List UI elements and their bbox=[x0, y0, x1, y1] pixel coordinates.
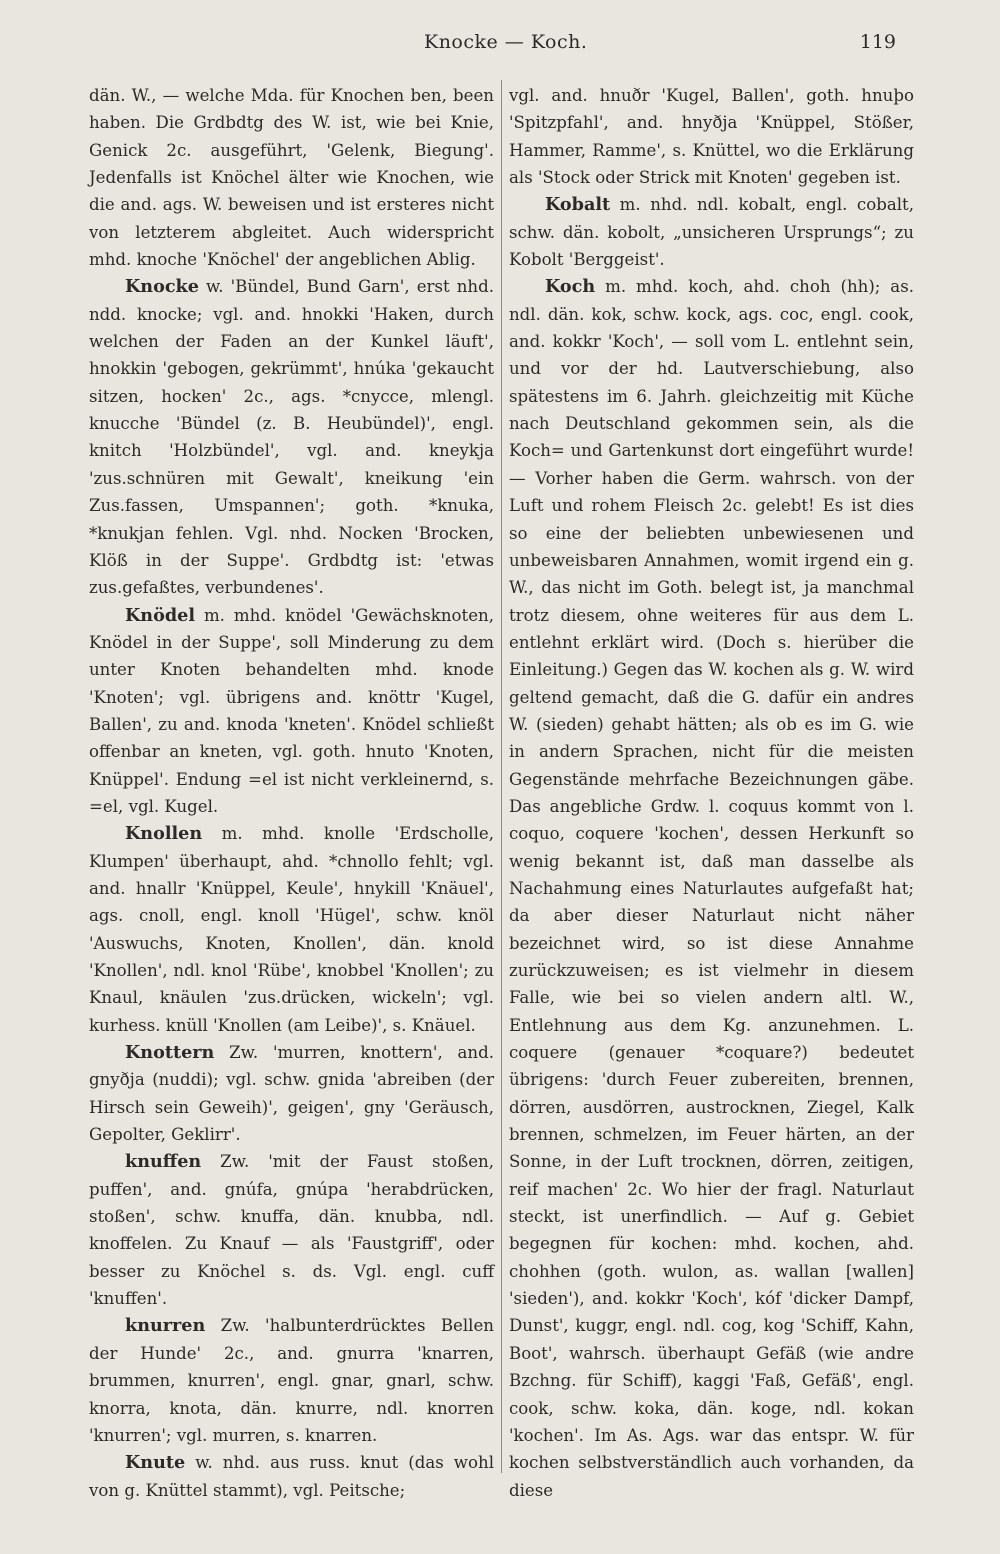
column-divider bbox=[501, 80, 502, 1473]
entry-headword: Koch bbox=[545, 276, 596, 298]
entry-knoedel bbox=[89, 602, 494, 821]
entry-text: vgl. and. hnuðr 'Kugel, Ballen', goth. hnuþo 'Spitzpfahl', and. hnyðja 'Knüppel, Stößer, Hammer, Ramme', s. Knüttel, wo die Erklärung als 'Stock oder Strick mit Knoten' gegeben ist. bbox=[509, 86, 914, 188]
entry-text: Zw. 'murren, knottern', and. gnyðja (nuddi); vgl. schw. gnida 'abreiben (der Hirsch sein Geweih)', geigen', gny 'Geräusch, Gepolter, Geklirr'. bbox=[89, 1043, 494, 1145]
entry-text: m. mhd. koch, ahd. choh (hh); as. ndl. dän. kok, schw. kock, ags. coc, engl. cook, and. kokkr 'Koch', — soll vom L. entlehnt sein, und vor der hd. Lautverschiebung, also spätestens im 6. Jahrh. gleichzeitig mit Küche nach Deutschland gekommen sein, als die Koch= und Gartenkunst dort eingeführt wurde! — Vorher haben die Germ. wahrsch. von der Luft und rohem Fleisch 2c. gelebt! Es ist dies so eine der beliebten unbewiesenen und unbeweisbaren Annahmen, womit irgend ein g. W., das nicht im Goth. belegt ist, ja manchmal trotz diesem, ohne weiteres für aus dem L. entlehnt erklärt wird. (Doch s. hierüber die Einleitung.) Gegen das W. kochen als g. W. wird geltend gemacht, daß die G. dafür ein andres W. (sieden) gehabt hätten; als ob es im G. wie in andern Sprachen, nicht für die meisten Gegenstände mehrfache Bezeichnungen gäbe. Das angebliche Grdw. l. coquus kommt von l. coquo, coquere 'kochen', dessen Herkunft so wenig bekannt ist, daß man dasselbe als Nachahmung eines Naturlautes aufgefaßt hat; da aber dieser Naturlaut nicht näher bezeichnet wird, so ist diese Annahme zurückzuweisen; es ist vielmehr in diesem Falle, wie bei so vielen andern altl. W., Entlehnung aus dem Kg. anzunehmen. L. coquere (genauer *coquare?) bedeutet übrigens: 'durch Feuer zubereiten, brennen, dörren, ausdörren, austrocknen, Ziegel, Kalk brennen, schmelzen, im Feuer härten, an der Sonne, in der Luft trocknen, dörren, zeitigen, reif machen' 2c. Wo hier der fragl. Naturlaut steckt, ist unerfindlich. — Auf g. Gebiet begegnen für kochen: mhd. kochen, ahd. chohhen (goth. wulon, as. wallan [wallen] 'sieden'), and. kokkr 'Koch', kóf 'dicker Dampf, Dunst', kuggr, engl. ndl. cog, kog 'Schiff, Kahn, Boot', wahrsch. überhaupt Gefäß (wie andre Bzchng. für Schiff), kaggi 'Faß, Gefäß', engl. cook, schw. koka, dän. koge, ndl. kokan 'kochen'. Im As. Ags. war das entspr. W. für kochen selbstverständlich auch vorhanden, da diese bbox=[509, 277, 914, 1500]
entry-text: dän. W., — welche Mda. für Knochen ben, been haben. Die Grdbdtg des W. ist, wie bei Knie, Genick 2c. ausgeführt, 'Gelenk, Biegung'. Jedenfalls ist Knöchel älter wie Knochen, wie die and. ags. W. beweisen und ist ersteres nicht von letzterem abgleitet. Auch widerspricht mhd. knoche 'Knöchel' der angeblichen Ablig. bbox=[89, 86, 494, 270]
entry-headword: knurren bbox=[125, 1315, 206, 1337]
entry-kobalt bbox=[509, 191, 914, 273]
entry-text: w. 'Bündel, Bund Garn', erst nhd. ndd. knocke; vgl. and. hnokki 'Haken, durch welchen der Faden an der Kunkel läuft', hnokkin 'gebogen, gekrümmt', hnúka 'gekaucht sitzen, hocken' 2c., ags. *cnycce, mlengl. knucche 'Bündel (z. B. Heubündel)', engl. knitch 'Holzbündel', vgl. and. kneykja 'zus.schnüren mit Gewalt', kneikung 'ein Zus.fassen, Umspannen'; goth. *knuka, *knukjan fehlen. Vgl. nhd. Nocken 'Brocken, Klöß in der Suppe'. Grdbdtg ist: 'etwas zus.gefaßtes, verbundenes'. bbox=[89, 277, 494, 598]
entry-headword: Knute bbox=[125, 1452, 186, 1474]
entry-knute bbox=[89, 1449, 494, 1504]
entry-text: m. mhd. knödel 'Gewächsknoten, Knödel in der Suppe', soll Minderung zu dem unter Knoten behandelten mhd. knode 'Knoten'; vgl. übrigens and. knöttr 'Kugel, Ballen', zu and. knoda 'kneten'. Knödel schließt offenbar an kneten, vgl. goth. hnuto 'Knoten, Knüppel'. Endung =el ist nicht verkleinernd, s. =el, vgl. Kugel. bbox=[89, 605, 494, 816]
entry-continuation bbox=[89, 82, 494, 273]
entry-text: Zw. 'mit der Faust stoßen, puffen', and. gnúfa, gnúpa 'herabdrücken, stoßen', schw. knuffa, dän. knubba, ndl. knoffelen. Zu Knauf — als 'Faustgriff', oder besser zu Knöchel s. ds. Vgl. engl. cuff 'knuffen'. bbox=[89, 1152, 494, 1309]
entry-headword: Knödel bbox=[125, 604, 195, 626]
entry-knollen bbox=[89, 820, 494, 1039]
entry-text: Zw. 'halbunterdrücktes Bellen der Hunde' 2c., and. gnurra 'knarren, brummen, knurren', engl. gnar, gnarl, schw. knorra, knota, dän. knurre, ndl. knorren 'knurren'; vgl. murren, s. knarren. bbox=[89, 1316, 494, 1445]
entry-text: m. nhd. ndl. kobalt, engl. cobalt, schw. dän. kobolt, „unsicheren Ursprungs“; zu Kobolt 'Berggeist'. bbox=[509, 195, 914, 270]
entry-headword: Knocke bbox=[125, 276, 199, 298]
right-column bbox=[509, 82, 914, 1504]
entry-text: w. nhd. aus russ. knut (das wohl von g. Knüttel stammt), vgl. Peitsche; bbox=[89, 1453, 494, 1500]
entry-knuffen bbox=[89, 1148, 494, 1312]
entry-headword: knuffen bbox=[125, 1151, 202, 1173]
entry-headword: Kobalt bbox=[545, 194, 611, 216]
running-head: Knocke — Koch. bbox=[424, 31, 588, 53]
entry-continuation bbox=[509, 82, 914, 191]
entry-headword: Knottern bbox=[125, 1042, 215, 1064]
left-column bbox=[89, 82, 494, 1504]
entry-knurren bbox=[89, 1312, 494, 1449]
entry-text: m. mhd. knolle 'Erdscholle, Klumpen' überhaupt, ahd. *chnollo fehlt; vgl. and. hnallr 'Knüppel, Keule', hnykill 'Knäuel', ags. cnoll, engl. knoll 'Hügel', schw. knöl 'Auswuchs, Knoten, Knollen', dän. knold 'Knollen', ndl. knol 'Rübe', knobbel 'Knollen'; zu Knaul, knäulen 'zus.drücken, wickeln'; vgl. kurhess. knüll 'Knollen (am Leibe)', s. Knäuel. bbox=[89, 824, 494, 1035]
entry-koch bbox=[509, 273, 914, 1503]
entry-knottern bbox=[89, 1039, 494, 1148]
entry-knocke bbox=[89, 273, 494, 601]
page-number: 119 bbox=[859, 31, 896, 53]
entry-headword: Knollen bbox=[125, 823, 203, 845]
